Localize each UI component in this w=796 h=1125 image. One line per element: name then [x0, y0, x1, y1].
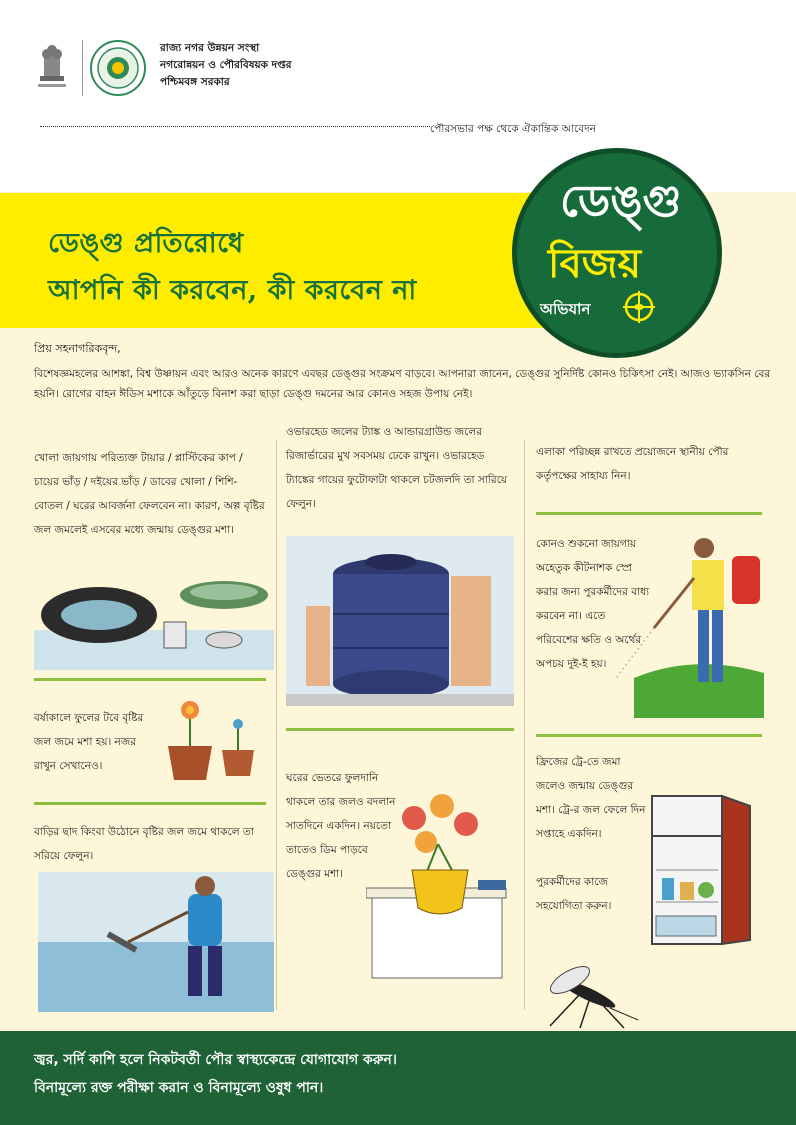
- tip-cooperate: পুরকর্মীদের কাজে সহযোগিতা করুন।: [536, 876, 612, 912]
- header: [0, 0, 796, 192]
- section-rule: [34, 678, 266, 681]
- header-divider: [82, 40, 83, 96]
- state-emblem-icon: [34, 38, 70, 94]
- section-rule: [536, 512, 762, 515]
- clearing-water-illustration: [38, 872, 274, 1012]
- org-line: পশ্চিমবঙ্গ সরকার: [160, 76, 230, 88]
- column-divider: [524, 440, 525, 1010]
- discarded-tyre-illustration: [34, 570, 274, 670]
- tip-flowerpot: বর্ষাকালে ফুলের টবে বৃষ্টির জল জমে মশা হয়। নজর রাখুন সেখানেও।: [34, 712, 144, 772]
- org-line: নগরোন্নয়ন ও পৌরবিষয়ক দপ্তর: [160, 59, 292, 71]
- tip-tyres: খোলা জায়গায় পরিত্যক্ত টায়ার / প্লাস্টিকের কাপ / চায়ের ভাঁড় / দইয়ের ভাঁড় / ডাবের খোলা / শিশি-বোতল / ঘরের আবর্জনা ফেলবেন না। কারণ, অল্প বৃষ্টির জল জমলেই এসবের মধ্যে জন্মায় ডেঙ্গুর মশা।: [34, 452, 265, 536]
- flowerpot-illustration: [160, 694, 260, 784]
- flower-vase-illustration: [366, 784, 516, 984]
- section-rule: [536, 734, 762, 737]
- banner-title-line-2: আপনি কী করবেন, কী করবেন না: [48, 275, 417, 306]
- column-divider: [276, 440, 277, 1010]
- footer-line-1: জ্বর, সর্দি কাশি হলে নিকটবর্তী পৌর স্বাস্থ্যকেন্দ্রে যোগাযোগ করুন।: [34, 1052, 397, 1068]
- footer-line-2: বিনামূল্যে রক্ত পরীক্ষা করান ও বিনামূল্যে ওষুধ পান।: [34, 1080, 324, 1096]
- logo-word-dengue: ডেঙ্গু: [560, 176, 682, 227]
- org-line: রাজ্য নগর উন্নয়ন সংস্থা: [160, 42, 260, 54]
- municipality-blank-line: [40, 126, 430, 127]
- mosquito-illustration: [540, 950, 640, 1030]
- mosquito-target-icon: [622, 290, 656, 324]
- spraying-worker-illustration: [614, 528, 764, 718]
- section-rule: [34, 802, 266, 805]
- refrigerator-illustration: [650, 790, 760, 950]
- tip-no-spray: কোনও শুকনো জায়গায় অহেতুক কীটনাশক স্প্রে করার জন্য পুরকর্মীদের বাধ্য করবেন না। এতে পরিবেশের ক্ষতি ও অর্থের অপচয় দুই-ই হয়।: [536, 538, 650, 670]
- tip-fridge: ফ্রিজের ট্রে-তে জমা জলেও জন্মায় ডেঙ্গুর মশা। ট্রে-র জল ফেলে দিন সপ্তাহে একদিন।: [536, 756, 646, 840]
- tip-water-tank: ওভারহেড জলের ট্যাঙ্ক ও আন্ডারগ্রাউন্ড জলের রিজার্ভারের মুখ সবসময় ঢেকে রাখুন। ওভারহেড ট্যাঙ্কের গায়ের ফুটোফাটা থাকলে চটজলদি তা সারিয়ে ফেলুন।: [286, 426, 508, 510]
- organisation-name: [160, 40, 292, 91]
- appeal-text: পৌরসভার পক্ষ থেকে ঐকান্তিক আবেদন: [430, 123, 596, 135]
- tip-flower-vase: ঘরের ভেতরে ফুলদানি থাকলে তার জলও বদলান সাতদিনে একদিন। নয়তো তাতেও ডিম পাড়বে ডেঙ্গুর মশা।: [286, 772, 396, 880]
- logo-word-abhijan: অভিযান: [540, 300, 591, 318]
- logo-word-bijoy: বিজয়: [548, 240, 642, 287]
- tip-roof: বাড়ির ছাদ কিংবা উঠোনে বৃষ্টির জল জমে থাকলে তা সরিয়ে ফেলুন।: [34, 826, 254, 862]
- sudha-seal-icon: [90, 40, 146, 96]
- tip-keep-clean: এলাকা পরিচ্ছন্ন রাখতে প্রয়োজনে স্থানীয় পৌর কর্তৃপক্ষের সাহায্য নিন।: [536, 446, 729, 482]
- greeting: প্রিয় সহনাগরিকবৃন্দ,: [34, 342, 121, 355]
- section-rule: [286, 728, 514, 731]
- intro-paragraph: বিশেষজ্ঞমহলের আশঙ্কা, বিশ্ব উষ্ণায়ন এবং আরও অনেক কারণে এবছর ডেঙ্গুর সংক্রমণ বাড়বে। আপনারা জানেন, ডেঙ্গুর সুনির্দিষ্ট কোনও চিকিৎসা নেই। আজও ভ্যাকসিন বের হয়নি। রোগের বাহন ঈডিস মশাকে আঁতুড়ে বিনাশ করা ছাড়া ডেঙ্গু দমনের আর কোনও সহজ উপায় নেই।: [34, 368, 771, 400]
- water-tank-illustration: [286, 536, 514, 706]
- banner-title-line-1: ডেঙ্গু প্রতিরোধে: [48, 228, 244, 259]
